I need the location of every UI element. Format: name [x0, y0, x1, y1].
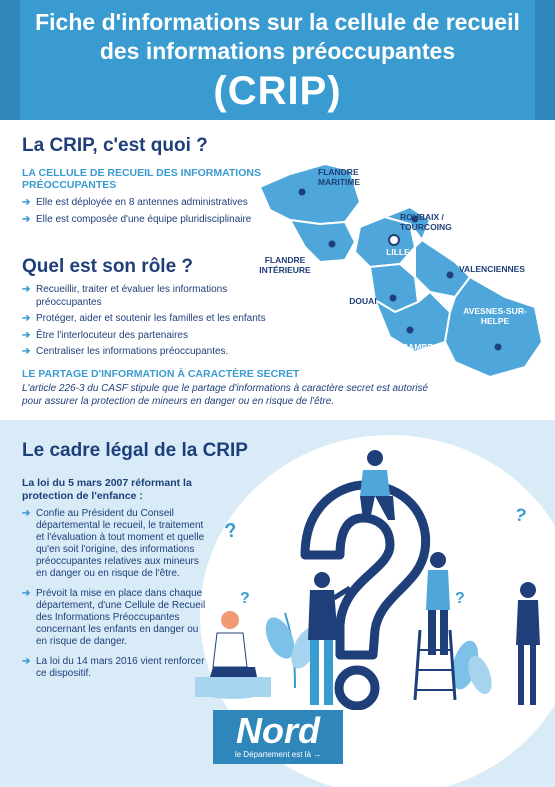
- title-line-2: des informations préoccupantes: [99, 38, 456, 64]
- person-sitting-illustration: [195, 605, 275, 705]
- map-marker-avesnes: [495, 344, 502, 351]
- title-line-1: Fiche d'informations sur la cellule de recueil: [35, 9, 520, 35]
- arrow-right-icon: ➔: [22, 588, 31, 599]
- list-role: [22, 284, 267, 363]
- map-label-flandre-interieure: FLANDRE INTÉRIEURE: [259, 255, 311, 275]
- list-item: ➔ Elle est déployée en 8 antennes administratives: [22, 197, 248, 208]
- person-ladder-illustration: [410, 550, 460, 700]
- small-question-mark-icon: ?: [240, 590, 250, 607]
- map-marker-cambrai: [407, 327, 414, 334]
- arrow-right-icon: ➔: [22, 284, 31, 295]
- list-legal: [22, 508, 207, 688]
- map-marker-douai: [390, 295, 397, 302]
- map-label-lille: LILLE: [386, 247, 410, 257]
- list-item: ➔ Prévoit la mise en place dans chaque département, d'une Cellule de Recueil des Informations Préoccupantes concernant les enfants en danger ou en risque de danger.: [22, 588, 206, 647]
- map-label-valenciennes: VALENCIENNES: [459, 264, 525, 274]
- arrow-right-icon: ➔: [22, 656, 31, 667]
- arrow-right-icon: ➔: [22, 197, 31, 208]
- header-banner: [0, 0, 555, 120]
- section-heading-legal: Le cadre légal de la CRIP: [22, 440, 248, 461]
- arrow-right-icon: ➔: [22, 213, 31, 225]
- list-item: ➔ Confie au Président du Conseil départemental le recueil, le traitement et l'évaluation à tout moment et quelle qu'en soit l'origine, des informations préoccupantes relatives aux mineurs en danger ou en risque de l'être.: [22, 508, 205, 579]
- section-subhead-partage: LE PARTAGE D'INFORMATION À CARACTÈRE SECRET: [22, 368, 300, 380]
- small-question-mark-icon: ?: [223, 519, 239, 543]
- map-label-flandre-maritime: FLANDRE MARITIME: [318, 167, 361, 187]
- section-heading-what: La CRIP, c'est quoi ?: [22, 135, 208, 156]
- small-question-mark-icon: ?: [513, 504, 529, 526]
- list-item: ➔ Protéger, aider et soutenir les familles et les enfants: [22, 313, 266, 324]
- list-item: ➔ La loi du 14 mars 2016 vient renforcer ce dispositif.: [22, 656, 205, 679]
- map-marker-lille: [389, 235, 399, 245]
- legal-intro: La loi du 5 mars 2007 réformant la protection de l'enfance :: [22, 477, 192, 502]
- logo-tagline: le Département est là →: [234, 750, 322, 759]
- arrow-right-icon: ➔: [22, 313, 31, 324]
- list-item: ➔ Elle est composée d'une équipe pluridisciplinaire: [22, 213, 252, 225]
- small-question-mark-icon: ?: [455, 590, 465, 607]
- map-marker-flandre-interieure: [329, 241, 336, 248]
- list-item: ➔ Centraliser les informations préoccupantes.: [22, 346, 229, 357]
- map-label-cambrai: CAMBRAI: [401, 342, 443, 352]
- nord-logo: [213, 710, 343, 764]
- map-label-avesnes: AVESNES-SUR-HELPE: [463, 306, 527, 326]
- person-illustration: [345, 448, 405, 523]
- arrow-right-icon: ➔: [22, 346, 31, 357]
- title-acronym: (CRIP): [213, 69, 342, 113]
- person-illustration: [508, 580, 548, 710]
- section-subhead-cellule: LA CELLULE DE RECUEIL DES INFORMATIONS PRÉOCCUPANTES: [22, 167, 261, 191]
- map-marker-flandre-maritime: [299, 189, 306, 196]
- section-heading-role: Quel est son rôle ?: [22, 256, 194, 277]
- casf-note: L'article 226-3 du CASF stipule que le partage d'informations à caractère secret est autorisé pour assurer la protection de mineurs en danger ou en risque de l'être.: [22, 383, 429, 407]
- map-label-douai: DOUAI: [349, 296, 377, 306]
- list-item: ➔ Être l'interlocuteur des partenaires: [22, 329, 188, 341]
- list-what: [22, 197, 262, 230]
- map-label-roubaix: ROUBAIX / TOURCOING: [400, 212, 452, 232]
- list-item: ➔ Recueillir, traiter et évaluer les informations préoccupantes: [22, 284, 228, 308]
- logo-word: Nord: [236, 710, 320, 751]
- map-region-avesnes: [445, 277, 542, 377]
- arrow-right-icon: ➔: [22, 508, 31, 519]
- arrow-right-icon: ➔: [22, 329, 31, 341]
- person-illustration: [300, 570, 350, 710]
